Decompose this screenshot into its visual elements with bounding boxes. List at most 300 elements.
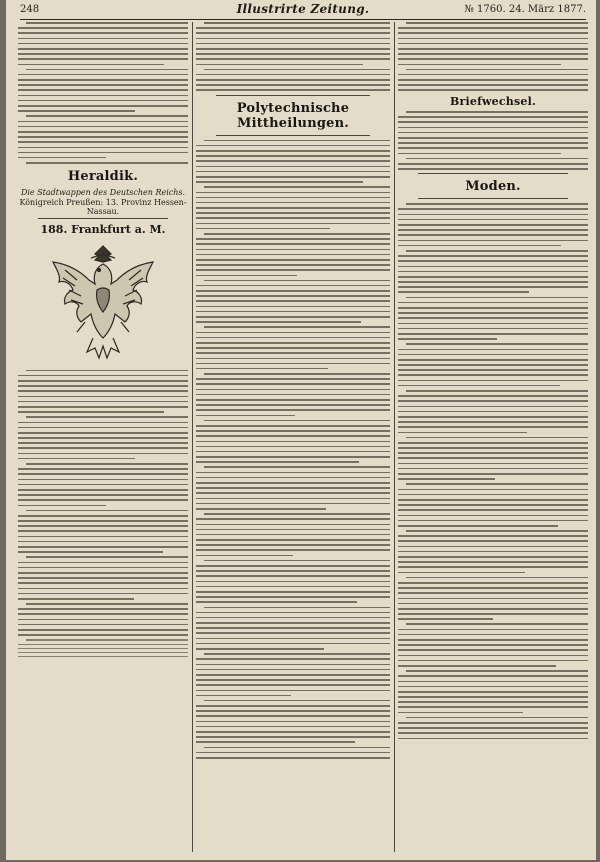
text-line — [398, 556, 588, 558]
text-line — [18, 105, 188, 107]
text-line — [398, 489, 588, 491]
text-line — [398, 592, 588, 594]
text-line — [18, 613, 188, 615]
text-line — [18, 100, 188, 102]
text-line — [196, 404, 390, 406]
text-line — [406, 111, 588, 113]
text-line — [196, 679, 390, 681]
text-line — [196, 544, 390, 546]
text-line — [18, 634, 188, 636]
text-line — [398, 566, 588, 568]
text-line — [204, 560, 390, 562]
text-line — [196, 617, 390, 619]
text-line — [196, 539, 390, 541]
text-line — [26, 22, 188, 24]
text-line — [196, 503, 390, 505]
text-line — [18, 530, 188, 532]
text-line — [18, 582, 188, 584]
text-line — [398, 515, 588, 517]
text-line — [18, 629, 188, 631]
text-line — [18, 427, 188, 429]
text-line — [196, 389, 390, 391]
text-line — [406, 158, 588, 160]
text-line — [196, 695, 291, 697]
text-line — [406, 22, 588, 24]
province-caption: Königreich Preußen: 13. Provinz Hessen-Nassau. — [19, 197, 187, 216]
text-line — [196, 508, 326, 510]
text-line — [196, 202, 390, 204]
text-line — [398, 84, 588, 86]
text-line — [196, 394, 390, 396]
text-line — [196, 674, 390, 676]
text-line — [196, 518, 390, 520]
text-line — [196, 684, 390, 686]
text-line — [18, 58, 188, 60]
text-line — [196, 150, 390, 152]
text-line — [398, 649, 588, 651]
text-line — [18, 546, 188, 548]
text-line — [18, 468, 188, 470]
text-line — [18, 624, 188, 626]
text-line — [196, 228, 330, 230]
text-line — [406, 717, 588, 719]
text-line — [196, 534, 390, 536]
text-line — [196, 79, 390, 81]
text-line — [398, 245, 561, 247]
text-line — [18, 494, 188, 496]
text-line — [398, 675, 588, 677]
text-line — [398, 660, 588, 662]
text-line — [398, 369, 588, 371]
text-line — [18, 152, 188, 154]
text-line — [398, 240, 588, 242]
issue-number-date: № 1760. 24. März 1877. — [464, 4, 586, 15]
text-line — [196, 601, 357, 603]
text-line — [398, 380, 588, 382]
text-line — [196, 295, 390, 297]
text-line — [18, 121, 188, 123]
text-line — [196, 254, 390, 256]
text-line — [18, 43, 188, 45]
text-line — [398, 457, 588, 459]
text-line — [204, 140, 390, 142]
text-line — [196, 275, 297, 277]
text-line — [196, 586, 390, 588]
text-line — [398, 38, 588, 40]
text-line — [18, 84, 188, 86]
text-line — [398, 312, 588, 314]
text-line — [196, 311, 390, 313]
text-line — [18, 396, 188, 398]
text-line — [196, 43, 390, 45]
text-block — [196, 22, 390, 91]
text-line — [18, 644, 188, 645]
text-line — [26, 510, 188, 512]
text-line — [398, 587, 588, 589]
text-line — [18, 432, 188, 434]
text-line — [18, 499, 188, 501]
divider-rule — [216, 95, 370, 96]
text-line — [398, 163, 588, 165]
text-line — [196, 549, 390, 551]
text-line — [406, 69, 588, 71]
text-line — [18, 437, 188, 439]
text-line — [18, 110, 135, 112]
text-line — [196, 612, 390, 614]
text-line — [196, 48, 390, 50]
newspaper-title: Illustrirte Zeitung. — [236, 2, 370, 16]
text-line — [406, 530, 588, 532]
text-line — [196, 285, 390, 287]
section-heading-heraldik: Heraldik. — [67, 168, 139, 184]
text-line — [18, 541, 188, 543]
text-line — [196, 741, 355, 743]
text-line — [398, 153, 561, 155]
text-line — [398, 681, 588, 683]
text-line — [18, 126, 188, 128]
text-line — [196, 456, 390, 458]
text-line — [406, 577, 588, 579]
text-line — [196, 632, 390, 634]
text-line — [398, 137, 588, 139]
text-line — [18, 385, 188, 387]
text-line — [196, 524, 390, 526]
text-line — [18, 619, 188, 621]
text-line — [398, 618, 493, 620]
text-block — [398, 111, 588, 170]
text-line — [398, 644, 588, 646]
text-line — [204, 607, 390, 609]
text-line — [18, 48, 188, 50]
text-line — [18, 572, 188, 574]
text-line — [398, 738, 588, 740]
text-line — [196, 415, 295, 417]
subheading-briefwechsel: Briefwechsel. — [450, 95, 536, 109]
text-line — [398, 499, 588, 501]
page-header — [20, 2, 586, 20]
text-line — [398, 333, 588, 335]
text-line — [398, 639, 588, 641]
text-line — [18, 411, 164, 413]
text-line — [18, 136, 188, 138]
page-number: 248 — [20, 4, 40, 15]
text-line — [398, 266, 588, 268]
text-line — [18, 505, 106, 507]
text-line — [196, 430, 390, 432]
text-line — [26, 69, 188, 71]
text-line — [196, 492, 390, 494]
text-line — [398, 463, 588, 465]
text-line — [398, 323, 588, 325]
text-line — [398, 665, 556, 667]
text-line — [398, 132, 588, 134]
text-line — [26, 162, 188, 164]
text-line — [18, 32, 188, 34]
text-line — [398, 473, 588, 475]
text-line — [398, 400, 588, 402]
text-line — [196, 264, 390, 266]
text-line — [196, 321, 361, 323]
text-line — [196, 731, 390, 733]
text-line — [398, 582, 588, 584]
text-line — [196, 487, 390, 489]
text-line — [398, 634, 588, 636]
text-line — [406, 623, 588, 625]
text-line — [18, 375, 188, 377]
text-line — [196, 155, 390, 157]
text-line — [398, 121, 588, 123]
text-line — [18, 536, 188, 538]
text-line — [196, 622, 390, 624]
series-subheading: Die Stadtwappen des Deutschen Reichs. — [20, 187, 186, 197]
text-line — [196, 58, 390, 60]
text-line — [398, 385, 560, 387]
text-line — [398, 317, 588, 319]
text-line — [398, 442, 588, 444]
text-line — [196, 627, 390, 629]
text-line — [398, 546, 588, 548]
text-line — [196, 669, 390, 671]
text-line — [196, 575, 390, 577]
text-line — [18, 525, 188, 527]
text-line — [196, 316, 390, 318]
text-line — [196, 176, 390, 178]
text-line — [398, 411, 588, 413]
text-line — [196, 337, 390, 339]
text-line — [398, 395, 588, 397]
text-line — [398, 48, 588, 50]
text-line — [18, 484, 188, 486]
text-line — [398, 706, 588, 708]
text-line — [18, 562, 188, 564]
text-line — [398, 224, 588, 226]
text-line — [398, 696, 588, 698]
text-line — [196, 212, 390, 214]
text-line — [18, 656, 188, 657]
footnote-block — [18, 639, 188, 657]
text-line — [18, 89, 188, 91]
column-right — [398, 22, 588, 854]
text-line — [398, 116, 588, 118]
text-line — [196, 591, 390, 593]
text-line — [398, 655, 588, 657]
text-line — [196, 290, 390, 292]
text-line — [398, 291, 529, 293]
text-line — [398, 281, 588, 283]
text-line — [204, 420, 390, 422]
text-line — [18, 567, 188, 569]
text-line — [18, 453, 188, 455]
text-line — [398, 214, 588, 216]
text-line — [196, 690, 390, 692]
text-line — [406, 297, 588, 299]
text-line — [196, 425, 390, 427]
divider-rule — [418, 198, 568, 199]
text-line — [18, 401, 188, 403]
text-line — [18, 74, 188, 76]
text-line — [196, 643, 390, 645]
text-line — [398, 572, 525, 574]
text-line — [398, 432, 527, 434]
text-line — [196, 89, 390, 91]
text-line — [196, 249, 390, 251]
text-line — [26, 115, 188, 117]
text-line — [18, 588, 188, 590]
text-line — [196, 243, 390, 245]
text-line — [18, 520, 188, 522]
text-line — [398, 509, 588, 511]
text-line — [18, 551, 163, 553]
text-line — [196, 441, 390, 443]
text-line — [196, 300, 390, 302]
text-line — [196, 581, 390, 583]
text-line — [196, 529, 390, 531]
entry-title: 188. Frankfurt a. M. — [40, 222, 166, 236]
text-line — [398, 478, 495, 480]
text-line — [398, 260, 588, 262]
text-line — [196, 383, 390, 385]
text-line — [196, 181, 363, 183]
text-line — [196, 461, 359, 463]
text-line — [196, 721, 390, 723]
text-line — [18, 147, 188, 149]
text-line — [18, 473, 188, 475]
text-line — [406, 437, 588, 439]
text-line — [196, 648, 324, 650]
text-line — [196, 38, 390, 40]
text-line — [398, 608, 588, 610]
text-line — [398, 271, 588, 273]
text-line — [18, 598, 134, 600]
text-line — [18, 422, 188, 424]
text-line — [18, 447, 188, 449]
column-divider — [192, 22, 193, 852]
text-line — [18, 442, 188, 444]
text-line — [196, 352, 390, 354]
text-line — [406, 483, 588, 485]
text-line — [196, 53, 390, 55]
text-line — [398, 255, 588, 257]
text-line — [26, 416, 188, 418]
text-line — [398, 468, 588, 470]
text-line — [196, 472, 390, 474]
text-line — [26, 556, 188, 558]
text-line — [398, 727, 588, 729]
text-line — [196, 166, 390, 168]
text-line — [398, 64, 561, 66]
column-left — [18, 22, 188, 854]
text-line — [196, 192, 390, 194]
text-line — [18, 380, 188, 382]
text-line — [196, 306, 390, 308]
text-line — [398, 219, 588, 221]
text-line — [398, 732, 588, 734]
text-line — [406, 203, 588, 205]
text-line — [204, 326, 390, 328]
text-line — [18, 608, 188, 610]
text-line — [26, 370, 188, 372]
section-heading-moden: Moden. — [465, 179, 521, 195]
text-line — [18, 64, 164, 66]
text-line — [196, 363, 390, 365]
text-line — [196, 32, 390, 34]
text-line — [406, 390, 588, 392]
text-line — [196, 269, 390, 271]
text-line — [204, 373, 390, 375]
text-line — [196, 145, 390, 147]
text-line — [398, 406, 588, 408]
text-line — [398, 494, 588, 496]
text-line — [204, 69, 390, 71]
text-line — [18, 515, 188, 517]
text-line — [196, 74, 390, 76]
text-line — [196, 757, 390, 759]
text-line — [204, 22, 390, 24]
text-line — [196, 160, 390, 162]
text-line — [196, 171, 390, 173]
text-line — [18, 27, 188, 29]
text-line — [204, 513, 390, 515]
text-line — [18, 458, 135, 460]
text-line — [398, 43, 588, 45]
text-line — [398, 613, 588, 615]
text-line — [26, 603, 188, 605]
divider-rule — [418, 173, 568, 174]
text-line — [398, 147, 588, 149]
text-line — [398, 452, 588, 454]
text-line — [398, 208, 588, 210]
text-line — [196, 664, 390, 666]
text-line — [398, 349, 588, 351]
text-line — [196, 638, 390, 640]
text-line — [398, 691, 588, 693]
text-line — [398, 328, 588, 330]
text-line — [196, 451, 390, 453]
text-line — [196, 27, 390, 29]
text-line — [196, 197, 390, 199]
text-line — [398, 58, 588, 60]
text-line — [398, 286, 588, 288]
text-line — [398, 89, 588, 91]
text-line — [196, 259, 390, 261]
text-line — [196, 399, 390, 401]
text-line — [196, 378, 390, 380]
text-line — [398, 712, 523, 714]
text-line — [18, 95, 188, 97]
text-block — [398, 22, 588, 91]
text-line — [398, 354, 588, 356]
divider-rule — [216, 135, 370, 136]
text-line — [398, 27, 588, 29]
text-line — [406, 343, 588, 345]
text-line — [196, 498, 390, 500]
text-line — [26, 639, 188, 640]
text-line — [196, 435, 390, 437]
text-line — [18, 479, 188, 481]
text-line — [196, 705, 390, 707]
text-line — [398, 504, 588, 506]
text-line — [196, 596, 390, 598]
column-middle — [196, 22, 390, 854]
text-line — [196, 555, 293, 557]
text-block — [398, 203, 588, 739]
text-line — [196, 477, 390, 479]
text-line — [398, 426, 588, 428]
text-line — [18, 131, 188, 133]
text-line — [18, 652, 188, 653]
newspaper-page — [6, 0, 596, 860]
text-line — [204, 700, 390, 702]
